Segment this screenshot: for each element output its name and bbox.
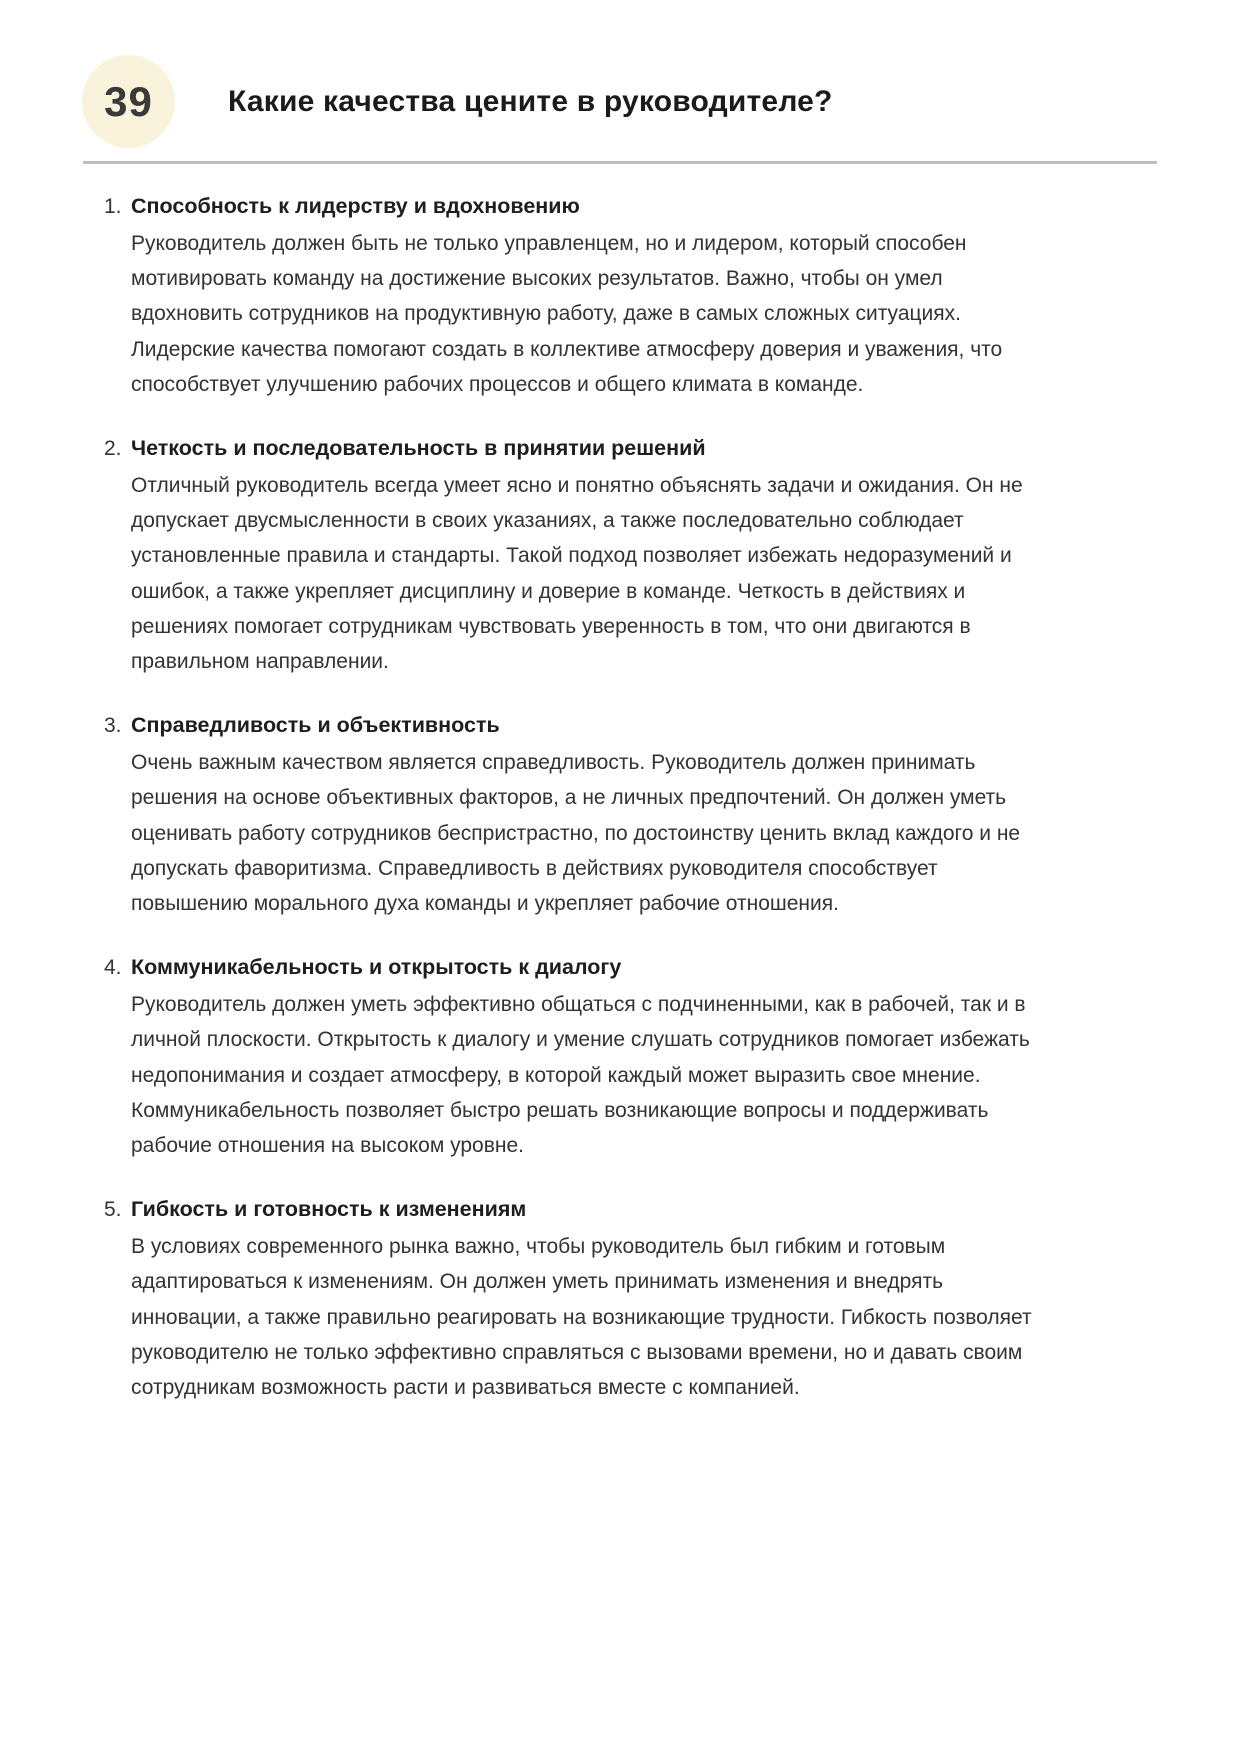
page-title: Какие качества цените в руководителе? <box>228 84 833 118</box>
question-header <box>0 0 1239 148</box>
list-item <box>104 950 1034 1163</box>
list-item-number: 5. <box>104 1198 122 1222</box>
list-item-body: В условиях современного рынка важно, чтобы руководитель был гибким и готовым адаптироваться к изменениям. Он должен уметь принимать изменения и внедрять инновации, а также правильно реагировать на возникающие трудности. Гибкость позволяет руководителю не только эффективно справляться с вызовами времени, но и давать своим сотрудникам возможность расти и развиваться вместе с компанией. <box>131 1235 1032 1400</box>
list-item-body: Руководитель должен уметь эффективно общаться с подчиненными, как в рабочей, так и в личной плоскости. Открытость к диалогу и умение слушать сотрудников помогает избежать недопонимания и создает атмосферу, в которой каждый может выразить свое мнение. Коммуникабельность позволяет быстро решать возникающие вопросы и поддерживать рабочие отношения на высоком уровне. <box>131 993 1030 1158</box>
list-item-body: Отличный руководитель всегда умеет ясно и понятно объяснять задачи и ожидания. Он не допускает двусмысленности в своих указаниях, а также последовательно соблюдает установленные правила и стандарты. Такой подход позволяет избежать недоразумений и ошибок, а также укрепляет дисциплину и доверие в команде. Четкость в действиях и решениях помогает сотрудникам чувствовать уверенность в том, что они двигаются в правильном направлении. <box>131 474 1023 674</box>
qualities-list <box>0 189 1239 1405</box>
list-item-heading: Гибкость и готовность к изменениям <box>131 1197 527 1222</box>
list-item-number: 3. <box>104 714 122 738</box>
list-item <box>104 189 1034 402</box>
list-item-body: Руководитель должен быть не только управленцем, но и лидером, который способен мотивировать команду на достижение высоких результатов. Важно, чтобы он умел вдохновить сотрудников на продуктивную работу, даже в самых сложных ситуациях. Лидерские качества помогают создать в коллективе атмосферу доверия и уважения, что способствует улучшению рабочих процессов и общего климата в команде. <box>131 232 1003 396</box>
list-item <box>104 431 1034 679</box>
list-item <box>104 708 1034 921</box>
list-item-heading: Коммуникабельность и открытость к диалогу <box>131 955 622 980</box>
list-item-number: 4. <box>104 956 122 980</box>
list-item-heading: Способность к лидерству и вдохновению <box>131 194 580 218</box>
list-item-heading: Справедливость и объективность <box>131 713 500 738</box>
list-item-body: Очень важным качеством является справедливость. Руководитель должен принимать решения на основе объективных факторов, а не личных предпочтений. Он должен уметь оценивать работу сотрудников беспристрастно, по достоинству ценить вклад каждого и не допускать фаворитизма. Справедливость в действиях руководителя способствует повышению морального духа команды и укрепляет рабочие отношения. <box>131 751 1021 916</box>
list-item <box>104 1192 1034 1405</box>
question-number: 39 <box>104 77 153 125</box>
list-item-number: 1. <box>104 195 122 218</box>
question-number-badge <box>82 55 175 148</box>
list-item-heading: Четкость и последовательность в принятии решений <box>131 436 706 461</box>
list-item-number: 2. <box>104 437 122 461</box>
header-divider <box>83 161 1157 164</box>
